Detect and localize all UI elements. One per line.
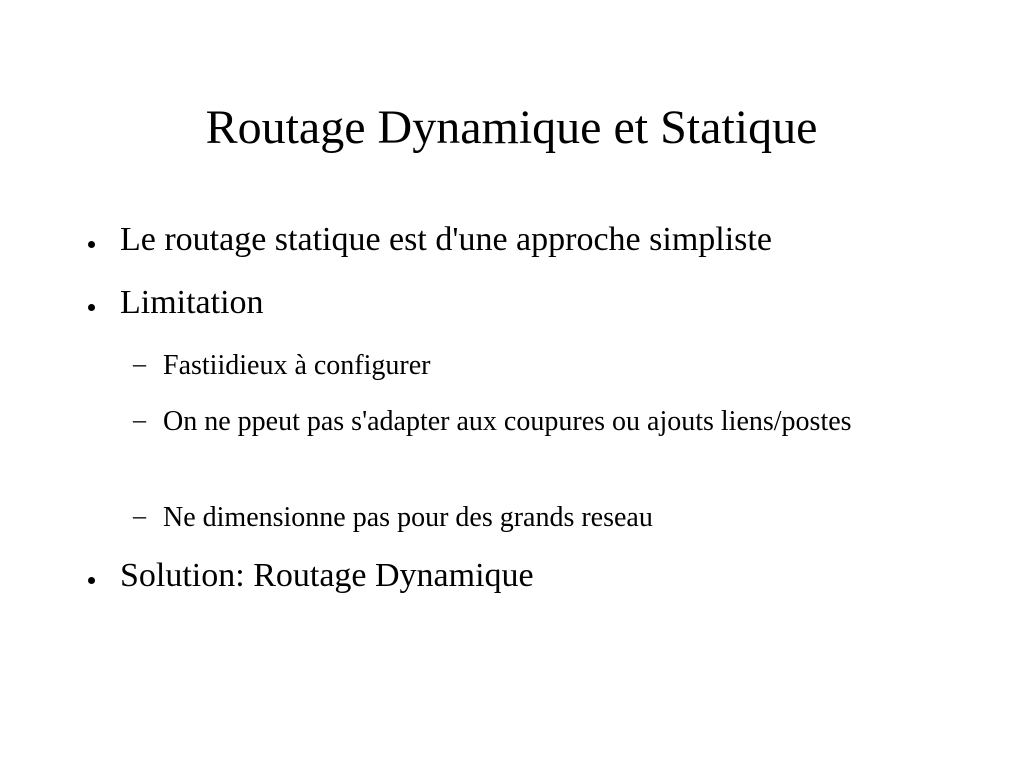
sub-bullet-text: On ne ppeut pas s'adapter aux coupures ou ajouts liens/postes (163, 406, 852, 437)
bullet-dot-icon (86, 241, 98, 253)
bullet-dot-icon (86, 577, 98, 589)
dash-icon: – (133, 501, 146, 530)
dash-icon: – (133, 405, 146, 434)
bullet-text: Solution: Routage Dynamique (120, 557, 534, 594)
bullet-text: Limitation (120, 284, 264, 321)
slide-title: Routage Dynamique et Statique (205, 101, 818, 154)
bullet-dot-icon (86, 304, 98, 316)
sub-bullet-text: Ne dimensionne pas pour des grands reseau (163, 502, 653, 533)
sub-bullet-text: Fastiidieux à configurer (163, 350, 431, 381)
bullet-text: Le routage statique est d'une approche simpliste (120, 221, 772, 258)
dash-icon: – (133, 349, 146, 378)
